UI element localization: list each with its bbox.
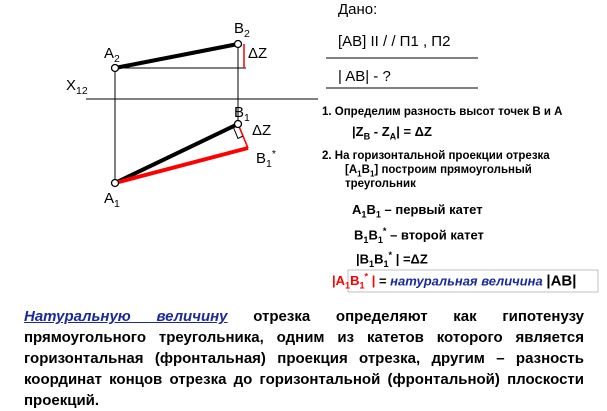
step-2-line-3: треугольник [345,178,416,190]
given-title: Дано: [338,1,378,18]
axis-label: $X_{12}$ [66,77,88,97]
label-a2: $A_2$ [104,45,120,65]
leg-1: $A_1B_1$ – первый катет [352,202,483,220]
result-eq: = [375,273,391,289]
paragraph-highlight: Натуральную величину [24,308,228,325]
segment-a2b2 [115,44,238,68]
result-right: |AB| [546,272,577,290]
paragraph-rest: отрезка определяют как гипотенузу прямоугольного треугольника, одним из катетов которого является горизонтальная (фронтальная) проекция отрезка, другим – разность координат концов отрезка до горизонтальной (фронтальной) плоскости проекций. [24,308,585,409]
result-left: $|A_1B_1^*$ | [332,272,376,291]
step-1: 1. Определим разность высот точек B и A [322,106,563,118]
given-condition: [AB] II / / П1 , П2 [338,33,451,50]
result-text: натуральная величина [390,273,543,289]
formula-1: $|Z_B - Z_A| = \Delta Z$ [352,124,432,142]
result-line [332,272,576,291]
label-b1: $B_1$ [234,104,250,124]
given-find: | AB| - ? [338,68,391,85]
label-a1: $A_1$ [104,190,120,210]
leg-2: $B_1B_1^*$ – второй катет [354,226,484,245]
point-b2 [235,41,242,48]
point-a2 [112,65,119,72]
label-b2: $B_2$ [234,20,250,40]
label-dz-top: ΔZ [248,45,268,62]
step-2-line-2: $[A_1B_1]$ построим прямоугольный [345,164,532,179]
step-2-line-1: 2. На горизонтальной проекции отрезка [322,150,550,162]
label-dz-bottom: ΔZ [252,122,272,139]
label-b1-star: $B_1^*$ [256,148,276,170]
leg-2-equality: $|B_1B_1^*$ | =ΔZ [356,250,428,269]
point-a1 [112,180,119,187]
definition-paragraph [24,306,584,411]
